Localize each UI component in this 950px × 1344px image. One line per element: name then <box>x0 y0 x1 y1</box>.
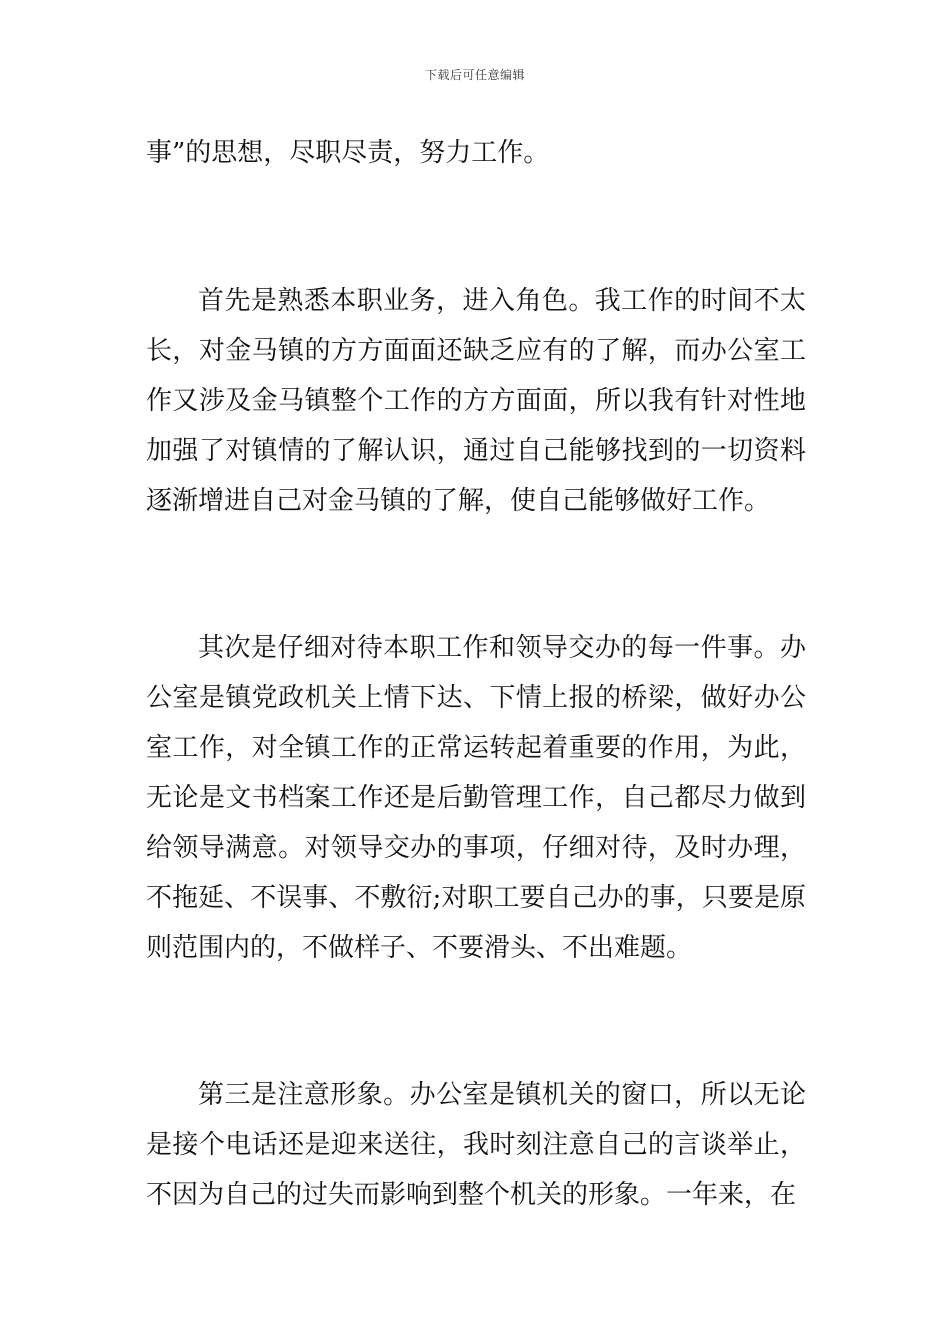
paragraph-continuation: 事”的思想，尽职尽责，努力工作。 <box>146 138 550 168</box>
paragraph-third-point: 第三是注意形象。办公室是镇机关的窗口，所以无论是接个电话还是迎来送往，我时刻注意自己的言谈举止，不因为自己的过失而影响到整个机关的形象。一年来，在 <box>146 1080 806 1210</box>
page-header-note: 下载后可任意编辑 <box>424 68 525 82</box>
paragraph-first-point: 首先是熟悉本职业务，进入角色。我工作的时间不太长，对金马镇的方方面面还缺乏应有的了解，而办公室工作又涉及金马镇整个工作的方方面面，所以我有针对性地加强了对镇情的了解认识，通过自己能够找到的一切资料逐渐增进自己对金马镇的了解，使自己能够做好工作。 <box>146 286 806 516</box>
paragraph-second-point: 其次是仔细对待本职工作和领导交办的每一件事。办公室是镇党政机关上情下达、下情上报的桥梁，做好办公室工作，对全镇工作的正常运转起着重要的作用，为此，无论是文书档案工作还是后勤管理工作，自己都尽力做到给领导满意。对领导交办的事项，仔细对待，及时办理，不拖延、不误事、不敷衍;对职工要自己办的事，只要是原则范围内的，不做样子、不要滑头、不出难题。 <box>146 633 806 963</box>
document-body <box>146 128 806 1220</box>
